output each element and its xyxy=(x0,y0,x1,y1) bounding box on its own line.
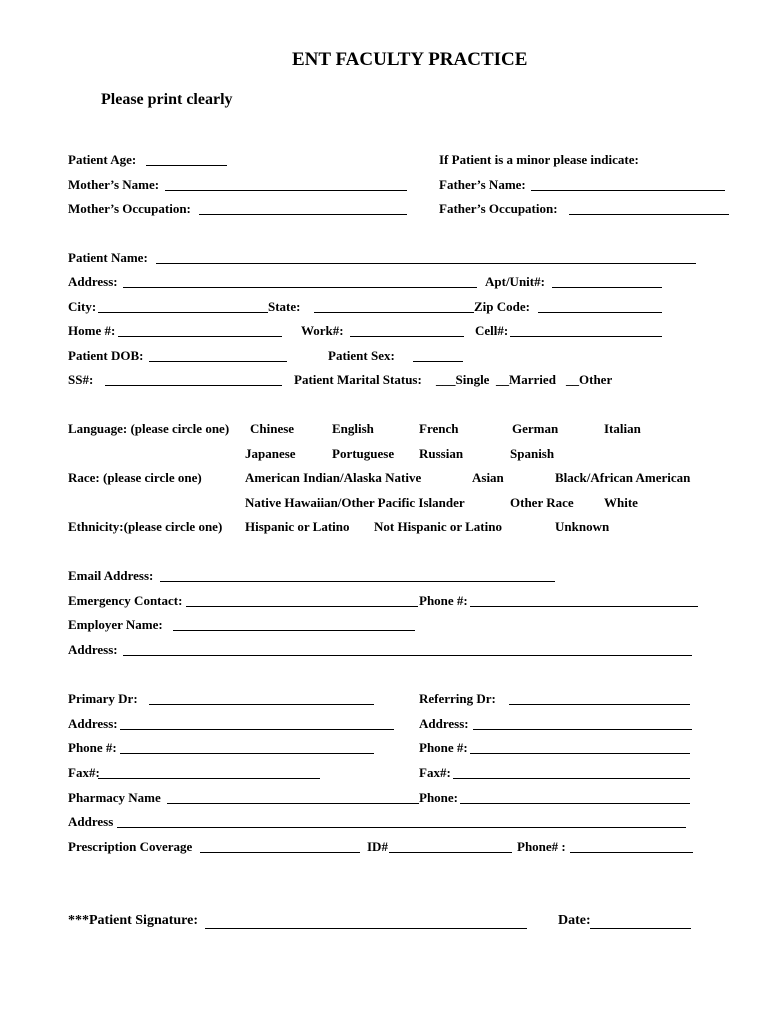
emergency-contact-label: Emergency Contact: xyxy=(68,593,183,608)
referring-dr-field[interactable] xyxy=(509,704,690,705)
emergency-contact-field[interactable] xyxy=(186,606,418,607)
primary-address-field[interactable] xyxy=(120,729,394,730)
employer-label: Employer Name: xyxy=(68,617,163,632)
referring-phone-field[interactable] xyxy=(470,753,690,754)
father-occupation-field[interactable] xyxy=(569,214,729,215)
father-name-field[interactable] xyxy=(531,190,725,191)
father-occupation-label: Father’s Occupation: xyxy=(439,201,558,216)
referring-address-label: Address: xyxy=(419,716,469,731)
primary-phone-label: Phone #: xyxy=(68,740,117,755)
apt-unit-field[interactable] xyxy=(552,287,662,288)
ss-field[interactable] xyxy=(105,385,282,386)
email-field[interactable] xyxy=(160,581,555,582)
date-field[interactable] xyxy=(590,928,691,929)
zip-code-label: Zip Code: xyxy=(474,299,530,314)
referring-dr-label: Referring Dr: xyxy=(419,691,496,706)
form-subtitle: Please print clearly xyxy=(101,91,233,108)
referring-address-field[interactable] xyxy=(473,729,692,730)
mother-occupation-label: Mother’s Occupation: xyxy=(68,201,191,216)
race-option[interactable]: Other Race xyxy=(510,495,574,510)
minor-note-label: If Patient is a minor please indicate: xyxy=(439,152,639,167)
primary-phone-field[interactable] xyxy=(120,753,374,754)
emergency-phone-field[interactable] xyxy=(470,606,698,607)
patient-address-field[interactable] xyxy=(123,287,477,288)
language-option[interactable]: English xyxy=(332,421,374,436)
ethnicity-option[interactable]: Unknown xyxy=(555,519,610,534)
signature-field[interactable] xyxy=(205,928,527,929)
mother-name-label: Mother’s Name: xyxy=(68,177,160,192)
state-label: State: xyxy=(268,299,301,314)
prescription-coverage-field[interactable] xyxy=(200,852,360,853)
pharmacy-address-field[interactable] xyxy=(117,827,686,828)
prescription-coverage-label: Prescription Coverage xyxy=(68,839,193,854)
cell-phone-field[interactable] xyxy=(510,336,662,337)
ethnicity-label: Ethnicity:(please circle one) xyxy=(68,519,223,534)
employer-address-label: Address: xyxy=(68,642,118,657)
pharmacy-address-label: Address xyxy=(68,814,114,829)
home-phone-label: Home #: xyxy=(68,323,116,338)
cell-phone-label: Cell#: xyxy=(475,323,509,338)
id-label: ID# xyxy=(367,839,388,854)
primary-fax-label: Fax#: xyxy=(68,765,100,780)
sex-label: Patient Sex: xyxy=(328,348,395,363)
rx-phone-label: Phone# : xyxy=(517,839,566,854)
pharmacy-phone-field[interactable] xyxy=(460,803,690,804)
primary-address-label: Address: xyxy=(68,716,118,731)
marital-status-label: Patient Marital Status: xyxy=(294,372,422,387)
form-title: ENT FACULTY PRACTICE xyxy=(292,49,528,70)
employer-field[interactable] xyxy=(173,630,415,631)
dob-field[interactable] xyxy=(149,361,287,362)
dob-label: Patient DOB: xyxy=(68,348,144,363)
language-option[interactable]: Spanish xyxy=(510,446,555,461)
race-option[interactable]: Native Hawaiian/Other Pacific Islander xyxy=(245,495,465,510)
patient-age-label: Patient Age: xyxy=(68,152,137,167)
language-option[interactable]: Russian xyxy=(419,446,464,461)
sex-field[interactable] xyxy=(413,361,463,362)
mother-name-field[interactable] xyxy=(165,190,407,191)
email-label: Email Address: xyxy=(68,568,154,583)
city-label: City: xyxy=(68,299,97,314)
state-field[interactable] xyxy=(314,312,474,313)
father-name-label: Father’s Name: xyxy=(439,177,526,192)
home-phone-field[interactable] xyxy=(118,336,282,337)
language-option[interactable]: German xyxy=(512,421,559,436)
language-option[interactable]: French xyxy=(419,421,459,436)
referring-fax-label: Fax#: xyxy=(419,765,451,780)
language-option[interactable]: Japanese xyxy=(245,446,296,461)
referring-fax-field[interactable] xyxy=(453,778,690,779)
employer-address-field[interactable] xyxy=(123,655,692,656)
primary-fax-field[interactable] xyxy=(98,778,320,779)
patient-name-label: Patient Name: xyxy=(68,250,148,265)
language-option[interactable]: Italian xyxy=(604,421,641,436)
referring-phone-label: Phone #: xyxy=(419,740,468,755)
pharmacy-phone-label: Phone: xyxy=(419,790,458,805)
city-field[interactable] xyxy=(98,312,268,313)
race-option[interactable]: American Indian/Alaska Native xyxy=(245,470,422,485)
date-label: Date: xyxy=(558,913,591,928)
work-phone-field[interactable] xyxy=(350,336,464,337)
emergency-phone-label: Phone #: xyxy=(419,593,468,608)
patient-age-field[interactable] xyxy=(146,165,227,166)
race-option[interactable]: Asian xyxy=(472,470,504,485)
race-option[interactable]: White xyxy=(604,495,638,510)
race-label: Race: (please circle one) xyxy=(68,470,202,485)
work-phone-label: Work#: xyxy=(301,323,344,338)
race-option[interactable]: Black/African American xyxy=(555,470,691,485)
language-option[interactable]: Chinese xyxy=(250,421,295,436)
marital-option-other[interactable]: __Other xyxy=(566,372,613,387)
marital-option-single[interactable]: ___Single xyxy=(436,372,490,387)
patient-address-label: Address: xyxy=(68,274,118,289)
marital-option-married[interactable]: __Married xyxy=(496,372,556,387)
patient-name-field[interactable] xyxy=(156,263,696,264)
primary-dr-label: Primary Dr: xyxy=(68,691,138,706)
ss-label: SS#: xyxy=(68,372,94,387)
mother-occupation-field[interactable] xyxy=(199,214,407,215)
pharmacy-name-field[interactable] xyxy=(167,803,419,804)
language-option[interactable]: Portuguese xyxy=(332,446,395,461)
apt-unit-label: Apt/Unit#: xyxy=(485,274,545,289)
ethnicity-option[interactable]: Hispanic or Latino xyxy=(245,519,350,534)
primary-dr-field[interactable] xyxy=(149,704,374,705)
ethnicity-option[interactable]: Not Hispanic or Latino xyxy=(374,519,502,534)
language-label: Language: (please circle one) xyxy=(68,421,230,436)
pharmacy-name-label: Pharmacy Name xyxy=(68,790,161,805)
rx-phone-field[interactable] xyxy=(570,852,693,853)
id-field[interactable] xyxy=(389,852,512,853)
zip-code-field[interactable] xyxy=(538,312,662,313)
signature-label: ***Patient Signature: xyxy=(68,913,199,928)
